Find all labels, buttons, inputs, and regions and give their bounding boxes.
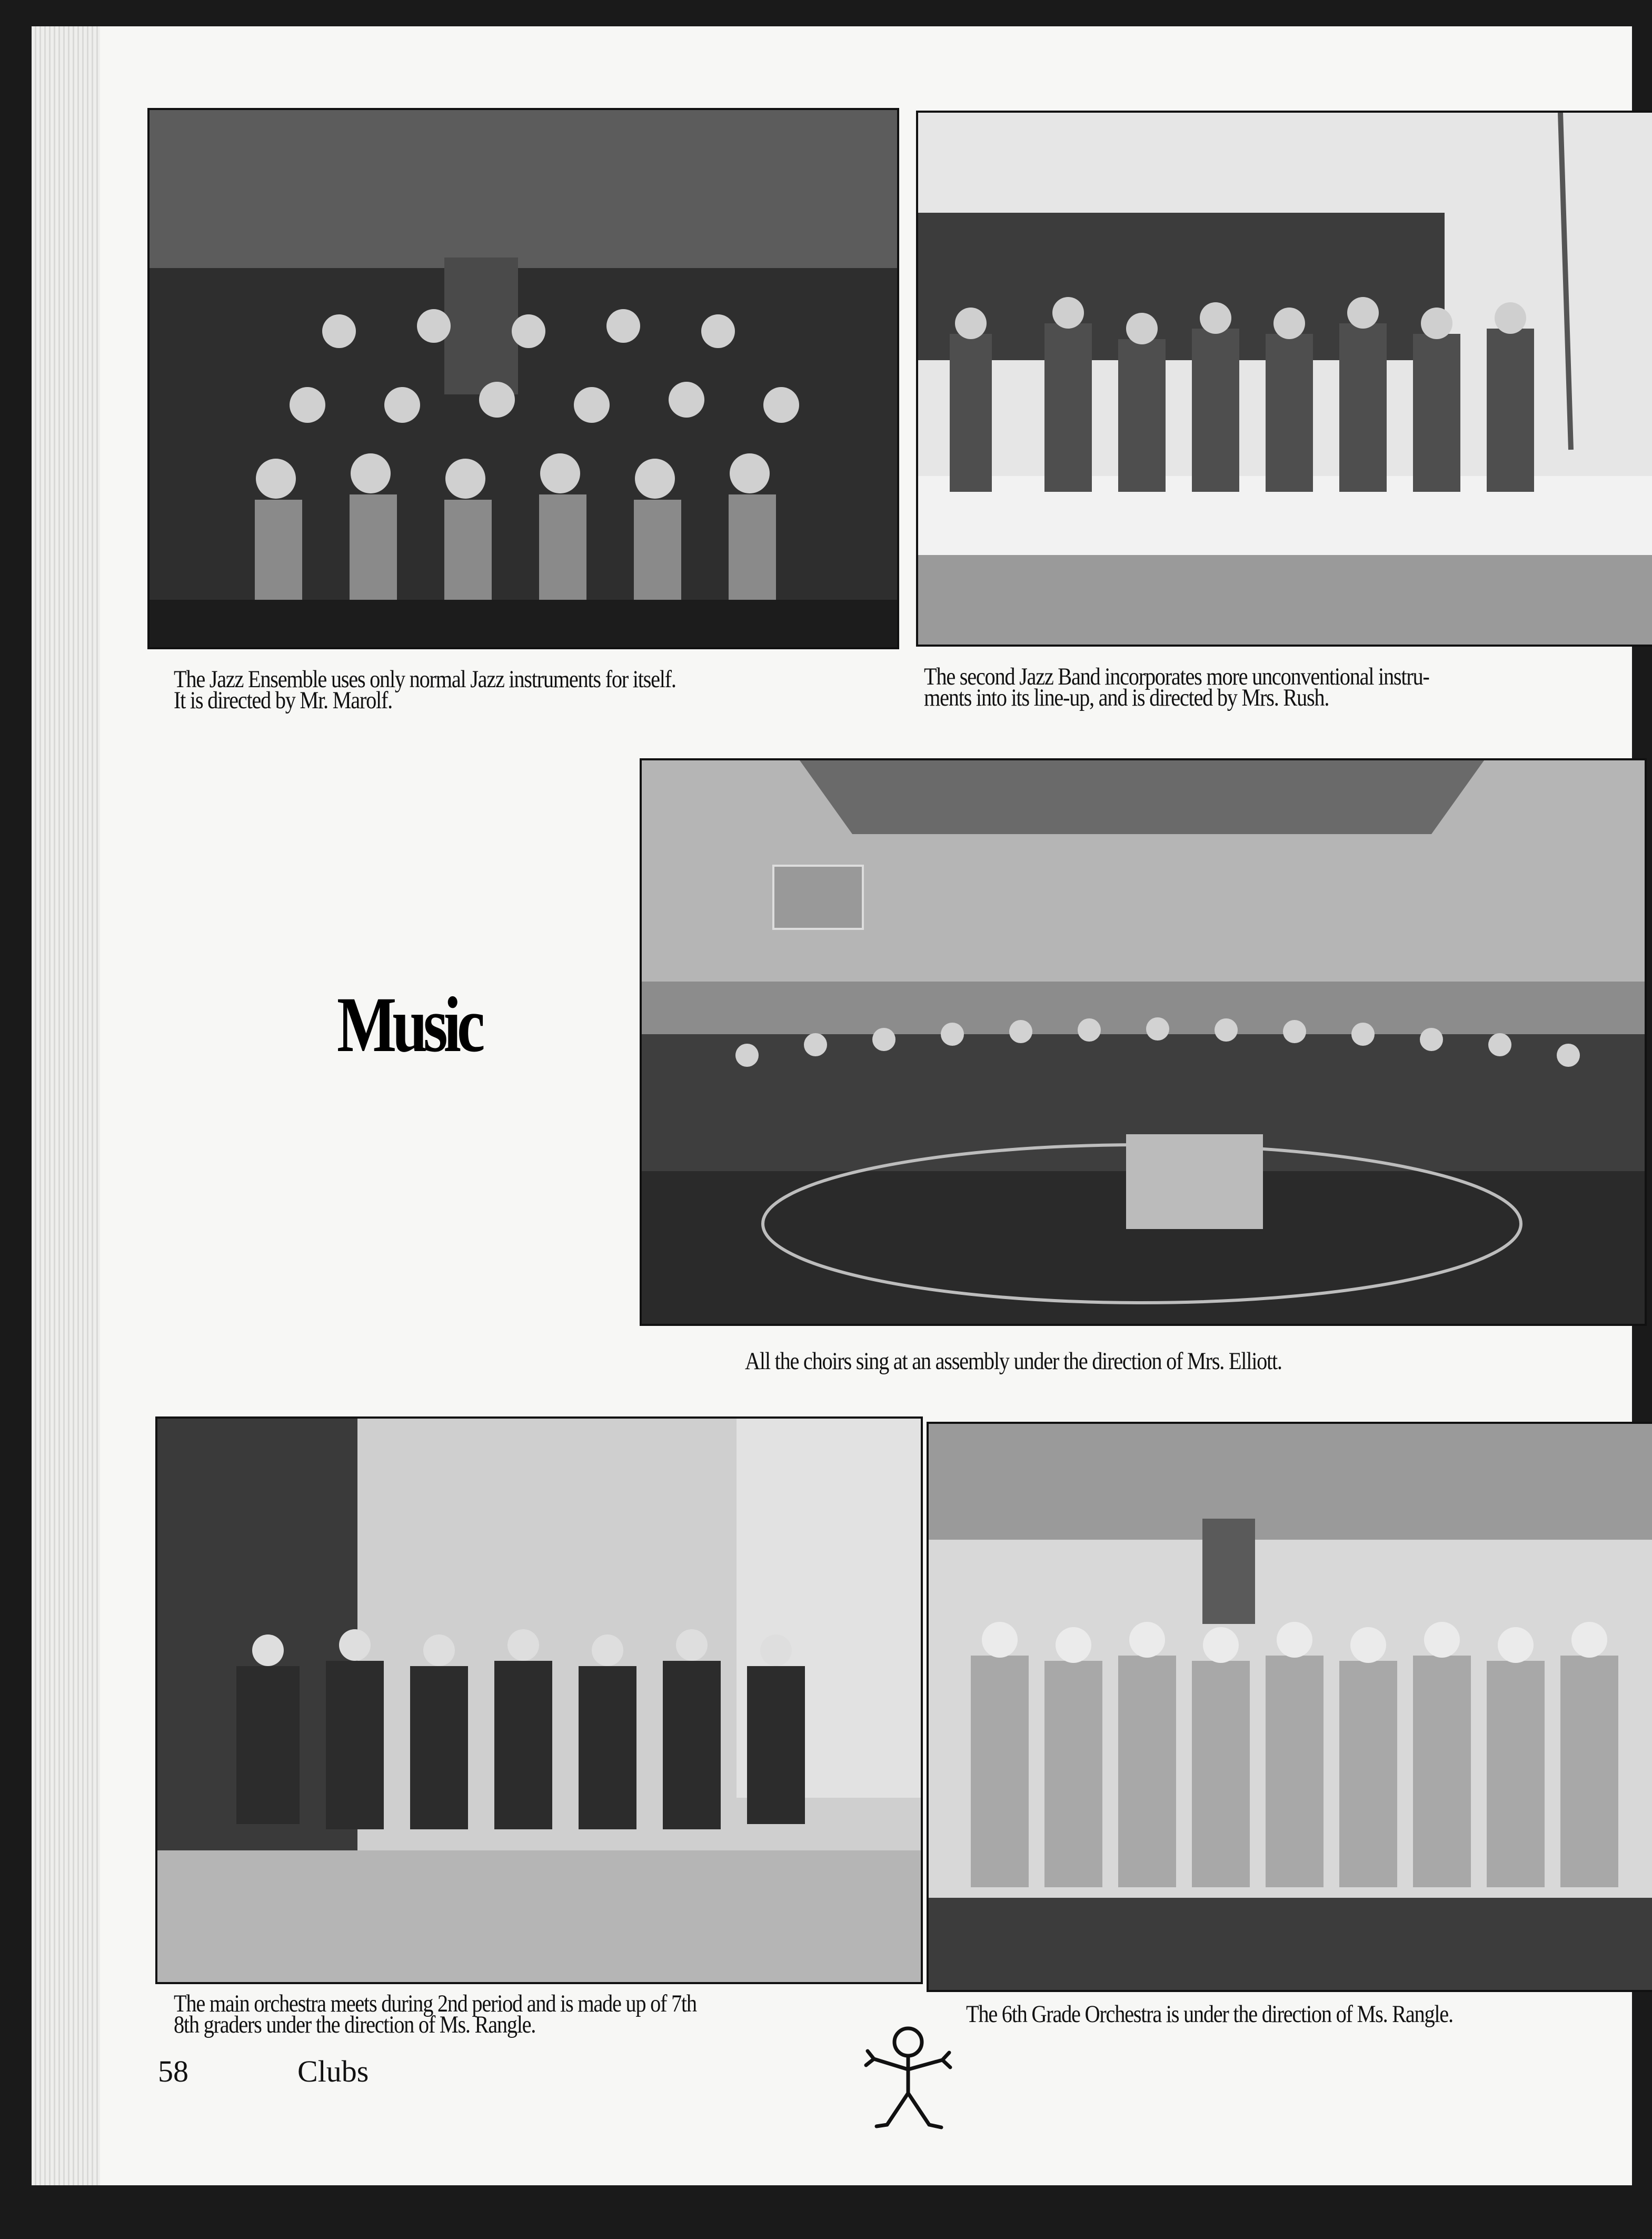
section-title: Music	[337, 981, 481, 1068]
second-jazz-band-photo	[916, 111, 1652, 647]
sixth-grade-orchestra-photo	[927, 1422, 1652, 1992]
jazz-ensemble-photo	[147, 108, 899, 649]
choirs-caption: All the choirs sing at an assembly under the direction of Mrs. Elliott.	[745, 1348, 1282, 1375]
choirs-assembly-photo	[640, 758, 1647, 1326]
stick-figure-doodle	[863, 2022, 953, 2133]
section-name: Clubs	[297, 2054, 369, 2088]
page-number: 58	[158, 2054, 188, 2088]
second-jazz-band-caption: The second Jazz Band incorporates more unconventional instru- ments into its line-up, and is directed by Mrs. Rush.	[924, 663, 1429, 711]
sixth-grade-orchestra-caption: The 6th Grade Orchestra is under the direction of Ms. Rangle.	[966, 2000, 1453, 2028]
page-edge	[32, 26, 100, 2185]
jazz-ensemble-caption: The Jazz Ensemble uses only normal Jazz instruments for itself. It is directed by Mr. Marolf.	[174, 666, 676, 714]
main-orchestra-photo	[155, 1416, 923, 1984]
main-orchestra-caption: The main orchestra meets during 2nd period and is made up of 7th 8th graders under the direction of Ms. Rangle.	[174, 1990, 696, 2038]
